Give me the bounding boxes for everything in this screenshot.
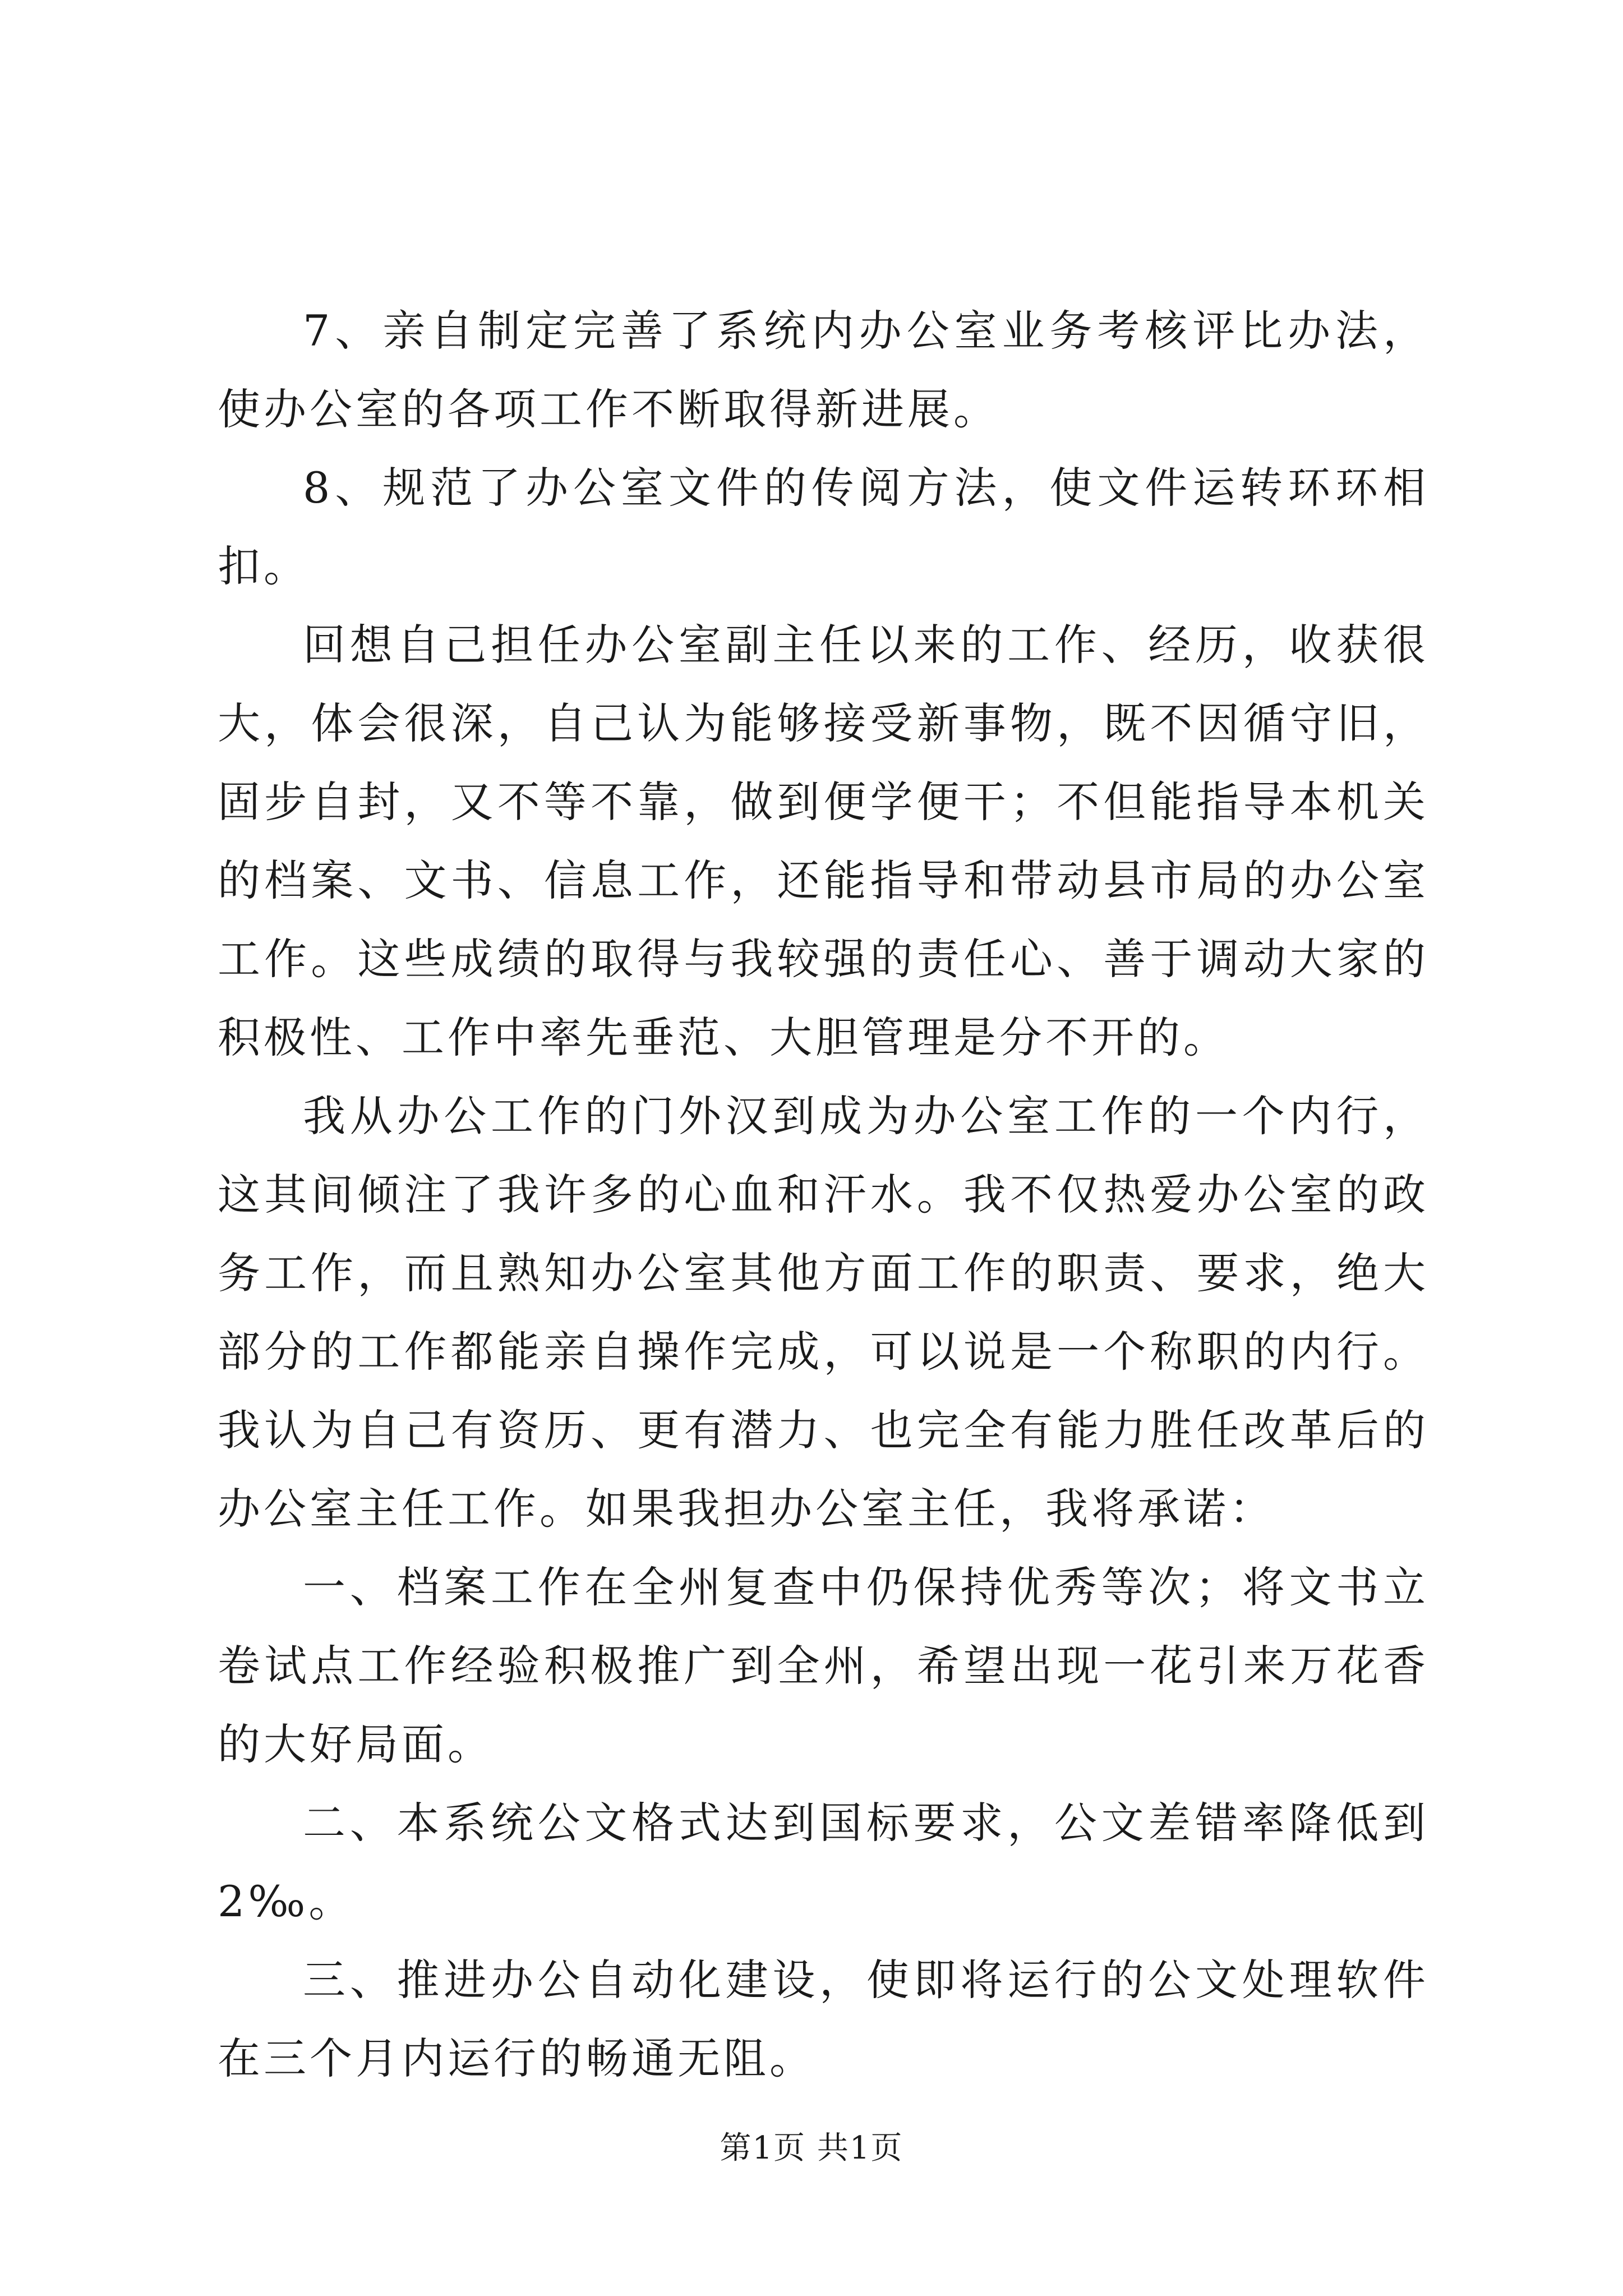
paragraph-reflection: 回想自己担任办公室副主任以来的工作、经历，收获很大，体会很深，自己认为能够接受新事物，既不因循守旧，固步自封，又不等不靠，做到便学便干；不但能指导本机关的档案、文书、信息工作，还能指导和带动县市局的办公室工作。这些成绩的取得与我较强的责任心、善于调动大家的积极性、工作中率先垂范、大胆管理是分不开的。 [218,620,1429,1062]
page-footer: 第1页 共1页 [720,2130,903,2166]
document-body [218,292,1429,2098]
paragraph-commitment-1: 一、档案工作在全州复查中仍保持优秀等次；将文书立卷试点工作经验积极推广到全州，希望出现一花引来万花香的大好局面。 [218,1562,1429,1769]
paragraph-experience: 我从办公工作的门外汉到成为办公室工作的一个内行，这其间倾注了我许多的心血和汗水。我不仅热爱办公室的政务工作，而且熟知办公室其他方面工作的职责、要求，绝大部分的工作都能亲自操作完成，可以说是一个称职的内行。我认为自己有资历、更有潜力、也完全有能力胜任改革后的办公室主任工作。如果我担办公室主任，我将承诺： [218,1091,1429,1534]
paragraph-item-8: 8、规范了办公室文件的传阅方法，使文件运转环环相扣。 [218,463,1429,591]
paragraph-item-7: 7、亲自制定完善了系统内办公室业务考核评比办法，使办公室的各项工作不断取得新进展。 [218,306,1429,434]
paragraph-commitment-2: 二、本系统公文格式达到国标要求，公文差错率降低到2‰。 [218,1798,1429,1926]
paragraph-commitment-3: 三、推进办公自动化建设，使即将运行的公文处理软件在三个月内运行的畅通无阻。 [218,1955,1429,2083]
